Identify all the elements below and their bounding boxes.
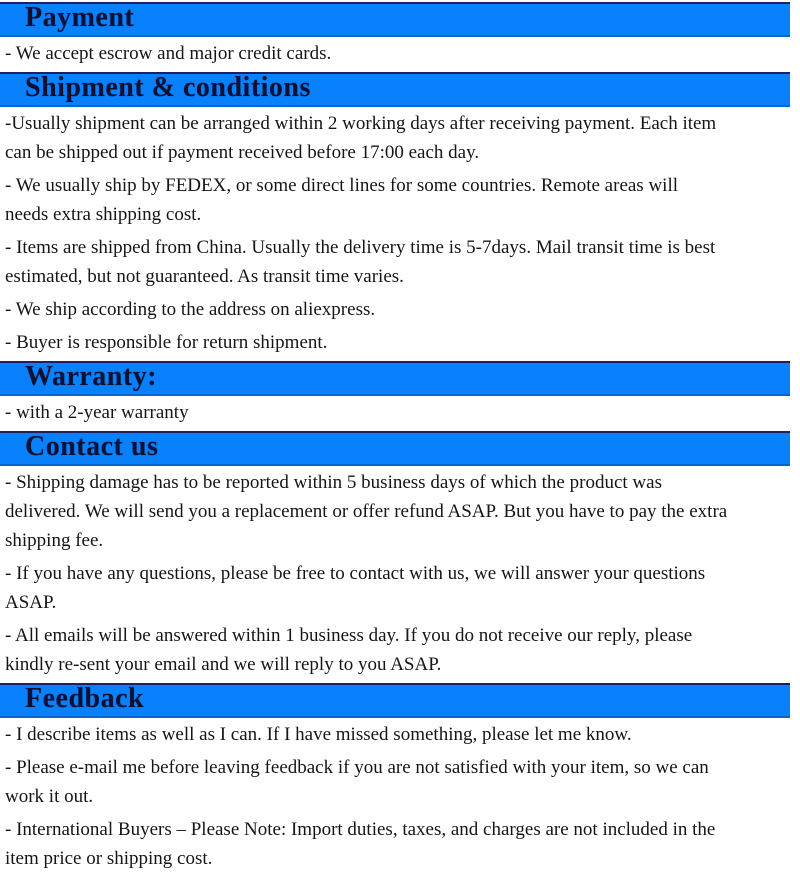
text-line: - International Buyers – Please Note: Import duties, taxes, and charges are not included in the xyxy=(5,819,716,840)
text-line: estimated, but not guaranteed. As transit time varies. xyxy=(5,266,404,287)
section-body-contact-us xyxy=(0,466,800,679)
paragraph xyxy=(5,468,800,555)
text-line: needs extra shipping cost. xyxy=(5,204,202,225)
section-header-shipment-conditions xyxy=(0,72,790,107)
paragraph xyxy=(5,171,800,229)
text-line: - with a 2-year warranty xyxy=(5,402,189,423)
section-payment xyxy=(0,2,800,68)
section-body-shipment-conditions xyxy=(0,107,800,357)
section-contact-us xyxy=(0,431,800,679)
paragraph xyxy=(5,815,800,873)
section-header-warranty xyxy=(0,361,790,396)
text-line: - All emails will be answered within 1 business day. If you do not receive our reply, please xyxy=(5,625,693,646)
paragraph xyxy=(5,720,800,749)
section-body-feedback xyxy=(0,718,800,873)
section-title-payment: Payment xyxy=(25,1,135,33)
section-title-shipment-conditions: Shipment & conditions xyxy=(25,71,311,103)
section-header-contact-us xyxy=(0,431,790,466)
section-header-payment xyxy=(0,2,790,37)
text-line: - If you have any questions, please be free to contact with us, we will answer your questions xyxy=(5,563,706,584)
text-line: - We usually ship by FEDEX, or some direct lines for some countries. Remote areas will xyxy=(5,175,679,196)
section-body-warranty xyxy=(0,396,800,427)
text-line: ASAP. xyxy=(5,592,57,613)
text-line: - Please e-mail me before leaving feedback if you are not satisfied with your item, so we can xyxy=(5,757,709,778)
text-line: work it out. xyxy=(5,786,94,807)
text-line: - I describe items as well as I can. If I have missed something, please let me know. xyxy=(5,724,632,745)
text-line: - We ship according to the address on aliexpress. xyxy=(5,299,376,320)
text-line: can be shipped out if payment received before 17:00 each day. xyxy=(5,142,480,163)
text-line: shipping fee. xyxy=(5,530,104,551)
section-header-feedback xyxy=(0,683,790,718)
text-line: - Items are shipped from China. Usually the delivery time is 5-7days. Mail transit time is best xyxy=(5,237,716,258)
section-title-contact-us: Contact us xyxy=(25,430,159,462)
paragraph xyxy=(5,559,800,617)
paragraph xyxy=(5,109,800,167)
text-line: - Buyer is responsible for return shipment. xyxy=(5,332,328,353)
paragraph xyxy=(5,621,800,679)
text-line: delivered. We will send you a replacement or offer refund ASAP. But you have to pay the extra xyxy=(5,501,728,522)
text-line: item price or shipping cost. xyxy=(5,848,213,869)
policy-sections xyxy=(0,2,800,873)
paragraph xyxy=(5,295,800,324)
paragraph xyxy=(5,39,800,68)
paragraph xyxy=(5,398,800,427)
paragraph xyxy=(5,753,800,811)
paragraph xyxy=(5,233,800,291)
section-title-feedback: Feedback xyxy=(25,682,145,714)
section-shipment-conditions xyxy=(0,72,800,357)
text-line: - We accept escrow and major credit cards. xyxy=(5,43,332,64)
section-feedback xyxy=(0,683,800,873)
text-line: - Shipping damage has to be reported within 5 business days of which the product was xyxy=(5,472,662,493)
paragraph xyxy=(5,328,800,357)
section-title-warranty: Warranty: xyxy=(25,360,158,392)
section-body-payment xyxy=(0,37,800,68)
text-line: kindly re-sent your email and we will reply to you ASAP. xyxy=(5,654,442,675)
text-line: -Usually shipment can be arranged within 2 working days after receiving payment. Each item xyxy=(5,113,717,134)
section-warranty xyxy=(0,361,800,427)
